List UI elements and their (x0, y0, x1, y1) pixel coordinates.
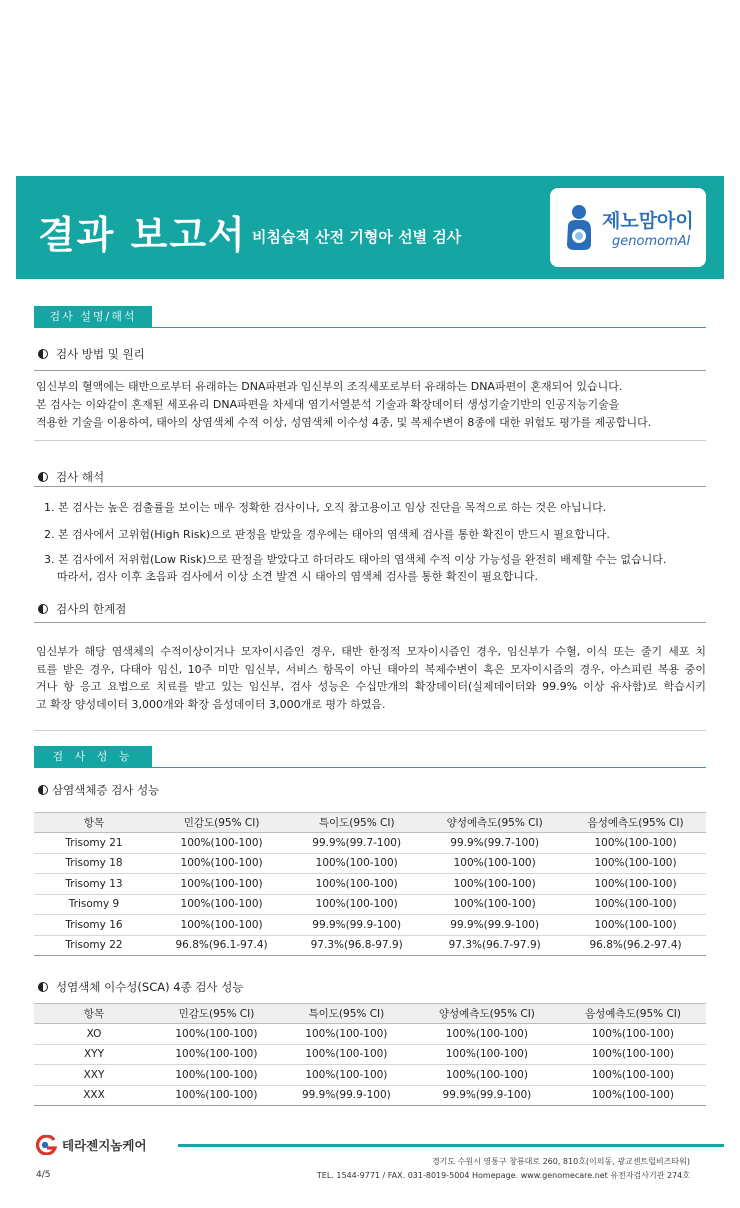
value-cell: 100%(100-100) (289, 874, 424, 895)
sca-heading: 성염색체 이수성(SCA) 4종 검사 성능 (38, 979, 243, 995)
value-cell: 96.8%(96.2-97.4) (565, 935, 706, 956)
table-row (34, 833, 706, 854)
section-header-description (34, 306, 706, 328)
row-label-cell: Trisomy 18 (34, 853, 154, 874)
value-cell: 97.3%(96.7-97.9) (424, 935, 565, 956)
section-tab-description: 검사 설명/해석 (34, 306, 152, 328)
value-cell: 100%(100-100) (414, 1024, 560, 1045)
company-address: 경기도 수원시 영통구 창룡대로 260, 810호(이의동, 광교센트럴비즈타워) (431, 1157, 690, 1166)
value-cell: 100%(100-100) (279, 1065, 414, 1086)
value-cell: 100%(100-100) (279, 1044, 414, 1065)
report-subtitle: 비침습적 산전 기형아 선별 검사 (252, 228, 462, 246)
value-cell: 100%(100-100) (154, 874, 289, 895)
page-number: 4/5 (36, 1170, 51, 1180)
value-cell: 100%(100-100) (279, 1024, 414, 1045)
column-header: 양성예측도(95% CI) (414, 1004, 560, 1024)
table-row (34, 853, 706, 874)
autosomal-heading: 삼염색체증 검사 성능 (38, 782, 159, 798)
divider (34, 486, 706, 487)
value-cell: 99.9%(99.9-100) (289, 915, 424, 936)
divider (34, 622, 706, 623)
value-cell: 100%(100-100) (565, 833, 706, 854)
logo-english: genomomAI (612, 234, 691, 249)
column-header: 민감도(95% CI) (154, 1004, 279, 1024)
logo-korean: 제노맘아이 (602, 210, 694, 232)
row-label-cell: XXY (34, 1065, 154, 1086)
value-cell: 100%(100-100) (560, 1044, 706, 1065)
half-circle-icon (38, 982, 48, 992)
value-cell: 99.9%(99.9-100) (424, 915, 565, 936)
half-circle-icon (38, 472, 48, 482)
row-label-cell: XO (34, 1024, 154, 1045)
value-cell: 100%(100-100) (565, 874, 706, 895)
interpretation-heading: 검사 해석 (38, 469, 104, 485)
column-header: 민감도(95% CI) (154, 813, 289, 833)
value-cell: 100%(100-100) (154, 833, 289, 854)
method-heading: 검사 방법 및 원리 (38, 346, 145, 362)
list-item-continuation: 따라서, 검사 이후 초음파 검사에서 이상 소견 발견 시 태아의 염색체 검사를 통한 확진이 필요합니다. (57, 570, 538, 583)
row-label-cell: Trisomy 16 (34, 915, 154, 936)
divider (34, 730, 706, 731)
table-row (34, 874, 706, 895)
sca-performance-table (34, 1003, 706, 1106)
value-cell: 97.3%(96.8-97.9) (289, 935, 424, 956)
column-header: 음성예측도(95% CI) (560, 1004, 706, 1024)
list-item: 3. 본 검사에서 저위험(Low Risk)으로 판정을 받았다고 하더라도 태아의 염색체 수적 이상 가능성을 완전히 배제할 수는 없습니다. (44, 553, 667, 566)
value-cell: 100%(100-100) (154, 915, 289, 936)
divider (34, 370, 706, 371)
table-row (34, 915, 706, 936)
value-cell: 100%(100-100) (560, 1065, 706, 1086)
table-header-row (34, 1004, 706, 1024)
value-cell: 100%(100-100) (154, 1024, 279, 1045)
company-contact: TEL. 1544-9771 / FAX. 031-8019-5004 Homepage. www.genomecare.net 유전자검사기관 274호 (316, 1171, 690, 1180)
autosomal-performance-table (34, 812, 706, 956)
table-row (34, 1065, 706, 1086)
column-header: 특이도(95% CI) (289, 813, 424, 833)
limits-paragraph: 임신부가 해당 염색체의 수적이상이거나 모자이시즘인 경우, 태반 한정적 모자이시즘인 경우, 임신부가 수혈, 이식 또는 줄기 세포 치 료를 받은 경우, 다태아 임신, 10주 미만 임신부, 서비스 항목이 아닌 태아의 복제수변이 혹은 모자이시즘의 경우, 아스피린 복용 중이 거나 항 응고 요법으로 치료를 받고 있는 임신부, 검사 성능은 수십만개의 확장데이터(실제데이터와 99.9% 이상 유사함)로 학습시키 고 확장 양성데이터 3,000개와 확장 음성데이터 3,000개로 평가 하였음. (36, 645, 706, 711)
section-header-performance (34, 746, 706, 768)
value-cell: 100%(100-100) (560, 1085, 706, 1106)
table-row (34, 1024, 706, 1045)
header-banner (16, 176, 724, 279)
value-cell: 100%(100-100) (565, 915, 706, 936)
method-paragraph: 임신부의 혈액에는 태반으로부터 유래하는 DNA파편과 임신부의 조직세포로부터 유래하는 DNA파편이 혼재되어 있습니다. 본 검사는 이와같이 혼재된 세포유리 DNA파편을 차세대 염기서열분석 기술과 확장데이터 생성기술기반의 인공지능기술을 적용한 기술을 이용하여, 태아의 상염색체 수적 이상, 성염색체 이수성 4종, 및 복제수변이 8종에 대한 위험도 평가를 제공합니다. (36, 380, 652, 429)
value-cell: 100%(100-100) (154, 1065, 279, 1086)
value-cell: 100%(100-100) (154, 853, 289, 874)
list-item: 2. 본 검사에서 고위험(High Risk)으로 판정을 받았을 경우에는 태아의 염색체 검사를 통한 확진이 반드시 필요합니다. (44, 528, 610, 541)
value-cell: 100%(100-100) (424, 874, 565, 895)
half-circle-icon (38, 785, 48, 795)
table-row (34, 1085, 706, 1106)
column-header: 특이도(95% CI) (279, 1004, 414, 1024)
value-cell: 100%(100-100) (565, 853, 706, 874)
table-row (34, 1044, 706, 1065)
value-cell: 99.9%(99.9-100) (279, 1085, 414, 1106)
column-header: 음성예측도(95% CI) (565, 813, 706, 833)
value-cell: 100%(100-100) (565, 894, 706, 915)
section-tab-performance: 검 사 성 능 (34, 746, 152, 768)
row-label-cell: Trisomy 13 (34, 874, 154, 895)
divider (34, 440, 706, 441)
column-header: 양성예측도(95% CI) (424, 813, 565, 833)
value-cell: 100%(100-100) (424, 894, 565, 915)
list-item: 1. 본 검사는 높은 검출률을 보이는 매우 정확한 검사이나, 오직 참고용이고 임상 진단을 목적으로 하는 것은 아닙니다. (44, 501, 607, 514)
limits-heading: 검사의 한계점 (38, 601, 126, 617)
column-header: 항목 (34, 1004, 154, 1024)
value-cell: 100%(100-100) (414, 1065, 560, 1086)
value-cell: 99.9%(99.9-100) (414, 1085, 560, 1106)
value-cell: 100%(100-100) (289, 853, 424, 874)
value-cell: 100%(100-100) (154, 1085, 279, 1106)
brand-logo (550, 188, 706, 267)
table-header-row (34, 813, 706, 833)
row-label-cell: Trisomy 22 (34, 935, 154, 956)
table-row (34, 935, 706, 956)
half-circle-icon (38, 604, 48, 614)
value-cell: 100%(100-100) (424, 853, 565, 874)
half-circle-icon (38, 349, 48, 359)
value-cell: 99.9%(99.7-100) (289, 833, 424, 854)
report-title: 결과 보고서 (38, 213, 247, 257)
company-name: 테라젠지놈케어 (62, 1138, 147, 1153)
company-logo (34, 1134, 184, 1156)
row-label-cell: XYY (34, 1044, 154, 1065)
row-label-cell: Trisomy 9 (34, 894, 154, 915)
value-cell: 100%(100-100) (154, 1044, 279, 1065)
company-g-icon (34, 1135, 58, 1155)
row-label-cell: Trisomy 21 (34, 833, 154, 854)
value-cell: 96.8%(96.1-97.4) (154, 935, 289, 956)
value-cell: 100%(100-100) (289, 894, 424, 915)
table-row (34, 894, 706, 915)
column-header: 항목 (34, 813, 154, 833)
footer-accent-line (178, 1144, 724, 1147)
value-cell: 100%(100-100) (560, 1024, 706, 1045)
value-cell: 100%(100-100) (414, 1044, 560, 1065)
mother-baby-icon (564, 204, 594, 252)
row-label-cell: XXX (34, 1085, 154, 1106)
value-cell: 100%(100-100) (154, 894, 289, 915)
value-cell: 99.9%(99.7-100) (424, 833, 565, 854)
